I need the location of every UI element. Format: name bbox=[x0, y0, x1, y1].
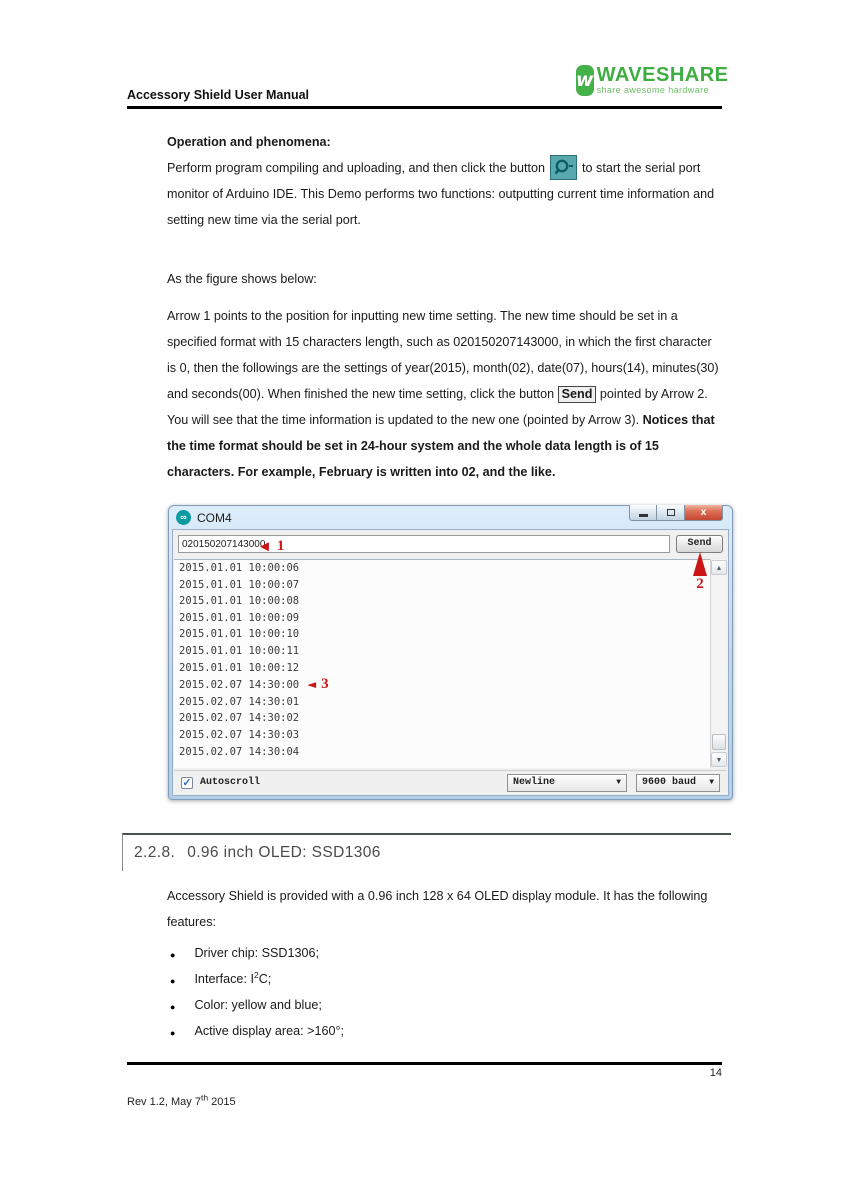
close-icon: x bbox=[700, 507, 707, 518]
com4-window bbox=[168, 505, 733, 800]
serial-output-line: 2015.01.01 10:00:12 bbox=[179, 661, 300, 674]
annotation-arrow-1-icon: ◄ bbox=[257, 538, 272, 555]
send-keyword-box: Send bbox=[558, 386, 597, 403]
serial-output-line: 2015.02.07 14:30:00 bbox=[179, 679, 300, 692]
serial-statusbar bbox=[174, 770, 727, 794]
annotation-arrow-1 bbox=[257, 537, 284, 555]
serial-input[interactable] bbox=[178, 535, 670, 553]
serial-output-line-arrow3 bbox=[174, 676, 727, 694]
section-title: 0.96 inch OLED: SSD1306 bbox=[187, 844, 381, 861]
paragraph-arrow-explanation bbox=[167, 303, 724, 485]
paragraph-text: to start the serial port monitor of Arduino IDE. This Demo performs two functions: outputting current time information and setting new time via the serial port. bbox=[167, 161, 715, 227]
maximize-button[interactable] bbox=[657, 505, 685, 521]
window-title: COM4 bbox=[197, 510, 232, 525]
paragraph-bold-notice: Notices that the time format should be set in 24-hour system and the whole data length is of 15 characters. For example, February is written into 02, and the like. bbox=[167, 413, 715, 479]
figure-caption-intro: As the figure shows below: bbox=[167, 272, 317, 286]
serial-output-line: 2015.02.07 14:30:02 bbox=[179, 712, 300, 725]
operation-heading: Operation and phenomena: bbox=[167, 135, 331, 149]
annotation-arrow-2 bbox=[690, 552, 710, 593]
bullet-icon: ● bbox=[170, 950, 176, 960]
bullet-icon: ● bbox=[170, 976, 176, 986]
com4-window-body bbox=[172, 529, 729, 796]
feature-sup: 2 bbox=[253, 969, 259, 980]
feature-text: Interface: I bbox=[194, 972, 254, 986]
list-item bbox=[170, 969, 690, 998]
serial-output-line: 2015.02.07 14:30:03 bbox=[179, 728, 300, 741]
paragraph-text: Perform program compiling and uploading, and then click the button bbox=[167, 161, 546, 175]
bullet-icon: ● bbox=[170, 1028, 176, 1038]
revision-text: Rev 1.2, May 7 bbox=[127, 1096, 201, 1108]
autoscroll-label: Autoscroll bbox=[200, 777, 261, 788]
annotation-label-3: 3 bbox=[321, 676, 329, 693]
section-heading bbox=[122, 833, 731, 871]
serial-monitor-button-icon bbox=[550, 155, 577, 180]
footer-rule bbox=[127, 1062, 722, 1065]
paragraph-text: pointed by Arrow 2. You will see that the time information is updated to the new one (pointed by Arrow 3). bbox=[167, 387, 708, 427]
logo-brand-text: WAVESHARE bbox=[596, 64, 729, 86]
output-scrollbar[interactable] bbox=[710, 559, 727, 768]
scroll-up-icon[interactable]: ▲ bbox=[711, 560, 727, 575]
serial-output-line: 2015.01.01 10:00:06 bbox=[179, 562, 300, 574]
minimize-icon bbox=[639, 514, 648, 517]
feature-text: Active display area: >160°; bbox=[194, 1024, 345, 1038]
annotation-label-1: 1 bbox=[276, 538, 285, 554]
serial-output-area[interactable] bbox=[174, 559, 727, 768]
feature-text: Color: yellow and blue; bbox=[194, 998, 322, 1012]
feature-text: C; bbox=[258, 972, 272, 986]
logo-tagline: share awesome hardware bbox=[596, 85, 709, 95]
bullet-icon: ● bbox=[170, 1002, 176, 1012]
revision-sup: th bbox=[200, 1092, 209, 1103]
annotation-label-2: 2 bbox=[696, 576, 704, 592]
chevron-down-icon: ▼ bbox=[616, 778, 621, 787]
line-ending-value: Newline bbox=[513, 777, 556, 788]
header-rule bbox=[127, 106, 722, 109]
revision-note bbox=[127, 1092, 236, 1108]
send-button[interactable]: Send bbox=[676, 535, 723, 553]
revision-text: 2015 bbox=[208, 1096, 236, 1108]
close-button[interactable] bbox=[685, 505, 723, 521]
feature-text: Driver chip: SSD1306; bbox=[194, 946, 320, 960]
autoscroll-checkbox[interactable]: ✓ bbox=[182, 776, 192, 789]
paragraph-serial-monitor bbox=[167, 155, 724, 233]
page-number: 14 bbox=[709, 1067, 722, 1079]
list-item bbox=[170, 1024, 690, 1050]
line-ending-dropdown[interactable] bbox=[507, 774, 627, 792]
list-item bbox=[170, 946, 690, 972]
paragraph-text: Arrow 1 points to the position for inputting new time setting. The new time should be set in a specified format with 15 characters length, such as 020150207143000, in which the first character is 0, then the followings are the settings of year(2015), month(02), date(07), hours(14), minutes(30) and seconds(00). When finished the new time setting, click the button bbox=[167, 309, 719, 401]
baud-rate-value: 9600 baud bbox=[642, 777, 697, 788]
serial-output-line: 2015.01.01 10:00:08 bbox=[179, 595, 300, 608]
annotation-arrow-3-icon: ◄ bbox=[307, 675, 317, 694]
serial-output-line: 2015.01.01 10:00:11 bbox=[179, 644, 300, 657]
list-item bbox=[170, 998, 690, 1024]
scrollbar-thumb[interactable] bbox=[712, 734, 726, 750]
maximize-icon bbox=[667, 509, 675, 516]
scroll-down-icon[interactable]: ▼ bbox=[711, 752, 727, 767]
serial-output-line: 2015.01.01 10:00:09 bbox=[179, 611, 300, 624]
arduino-icon: ∞ bbox=[176, 510, 191, 525]
waveshare-logo bbox=[576, 60, 729, 100]
section-intro: Accessory Shield is provided with a 0.96 inch 128 x 64 OLED display module. It has the following features: bbox=[167, 889, 708, 929]
serial-output-line: 2015.01.01 10:00:10 bbox=[179, 628, 300, 641]
section-number: 2.2.8. bbox=[134, 844, 176, 861]
feature-list bbox=[170, 946, 690, 1050]
serial-output-line: 2015.02.07 14:30:01 bbox=[179, 695, 300, 708]
document-title: Accessory Shield User Manual bbox=[127, 88, 310, 102]
serial-output-line: 2015.01.01 10:00:07 bbox=[179, 578, 300, 591]
serial-output-line: 2015.02.07 14:30:04 bbox=[179, 745, 300, 758]
chevron-down-icon: ▼ bbox=[709, 778, 714, 787]
minimize-button[interactable] bbox=[629, 505, 657, 521]
baud-rate-dropdown[interactable] bbox=[636, 774, 720, 792]
waveshare-logo-icon: w bbox=[576, 65, 594, 96]
annotation-arrow-2-icon bbox=[693, 552, 707, 576]
